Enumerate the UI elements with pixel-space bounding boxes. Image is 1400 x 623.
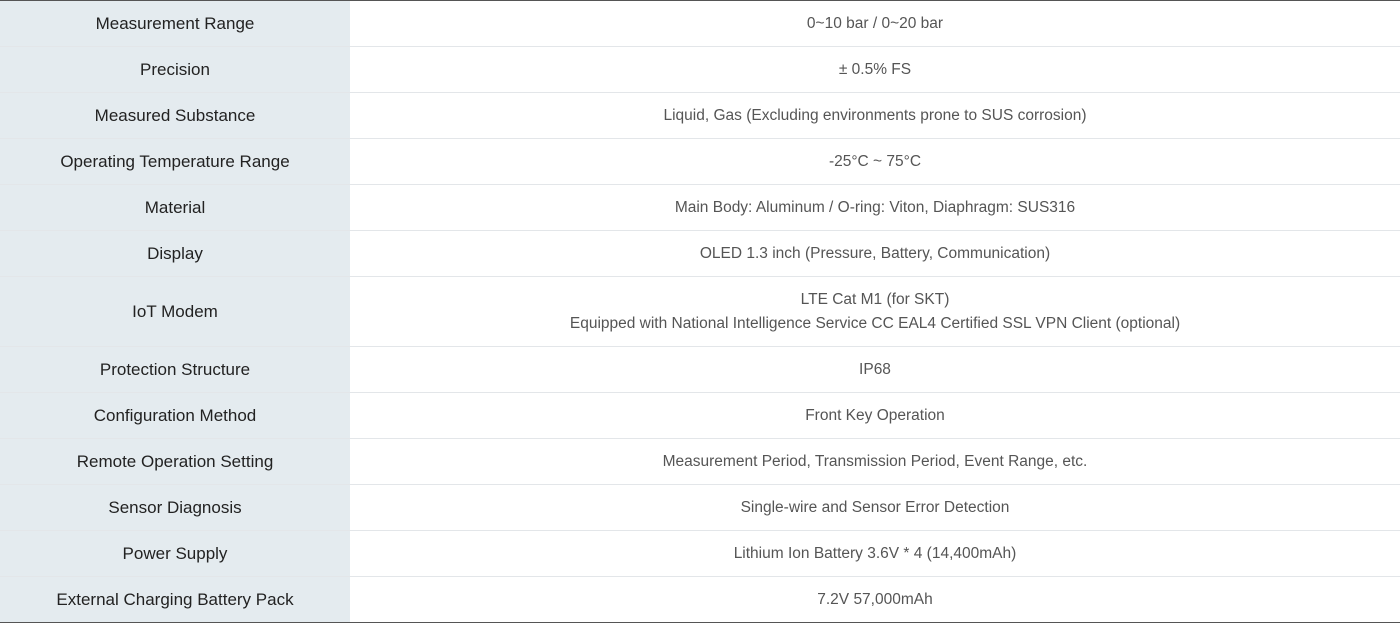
spec-row-sensor-diagnosis [0,485,1400,531]
spec-label: Precision [0,47,350,93]
spec-value: Liquid, Gas (Excluding environments prone to SUS corrosion) [350,93,1400,139]
spec-label: External Charging Battery Pack [0,577,350,623]
spec-label: Power Supply [0,531,350,577]
spec-value: ± 0.5% FS [350,47,1400,93]
spec-value: Lithium Ion Battery 3.6V * 4 (14,400mAh) [350,531,1400,577]
spec-value: -25°C ~ 75°C [350,139,1400,185]
spec-value: 7.2V 57,000mAh [350,577,1400,623]
spec-row-measurement-range [0,1,1400,47]
spec-row-protection-structure [0,347,1400,393]
spec-value: OLED 1.3 inch (Pressure, Battery, Communication) [350,231,1400,277]
spec-row-configuration-method [0,393,1400,439]
spec-label: IoT Modem [0,277,350,347]
spec-value [350,277,1400,347]
spec-label: Measured Substance [0,93,350,139]
spec-row-material [0,185,1400,231]
spec-label: Configuration Method [0,393,350,439]
spec-label: Sensor Diagnosis [0,485,350,531]
spec-row-external-battery-pack [0,577,1400,623]
spec-row-measured-substance [0,93,1400,139]
spec-row-operating-temperature [0,139,1400,185]
spec-value: IP68 [350,347,1400,393]
spec-value: Measurement Period, Transmission Period, Event Range, etc. [350,439,1400,485]
spec-label: Protection Structure [0,347,350,393]
spec-row-iot-modem [0,277,1400,347]
spec-label: Material [0,185,350,231]
spec-value: 0~10 bar / 0~20 bar [350,1,1400,47]
spec-row-display [0,231,1400,277]
spec-value: Front Key Operation [350,393,1400,439]
spec-value-line: Equipped with National Intelligence Service CC EAL4 Certified SSL VPN Client (optional) [569,314,1181,332]
spec-value: Single-wire and Sensor Error Detection [350,485,1400,531]
spec-value-line: LTE Cat M1 (for SKT) [800,290,950,308]
spec-row-precision [0,47,1400,93]
spec-label: Measurement Range [0,1,350,47]
spec-row-remote-operation-setting [0,439,1400,485]
spec-label: Remote Operation Setting [0,439,350,485]
spec-label: Operating Temperature Range [0,139,350,185]
spec-row-power-supply [0,531,1400,577]
spec-value: Main Body: Aluminum / O-ring: Viton, Diaphragm: SUS316 [350,185,1400,231]
spec-label: Display [0,231,350,277]
